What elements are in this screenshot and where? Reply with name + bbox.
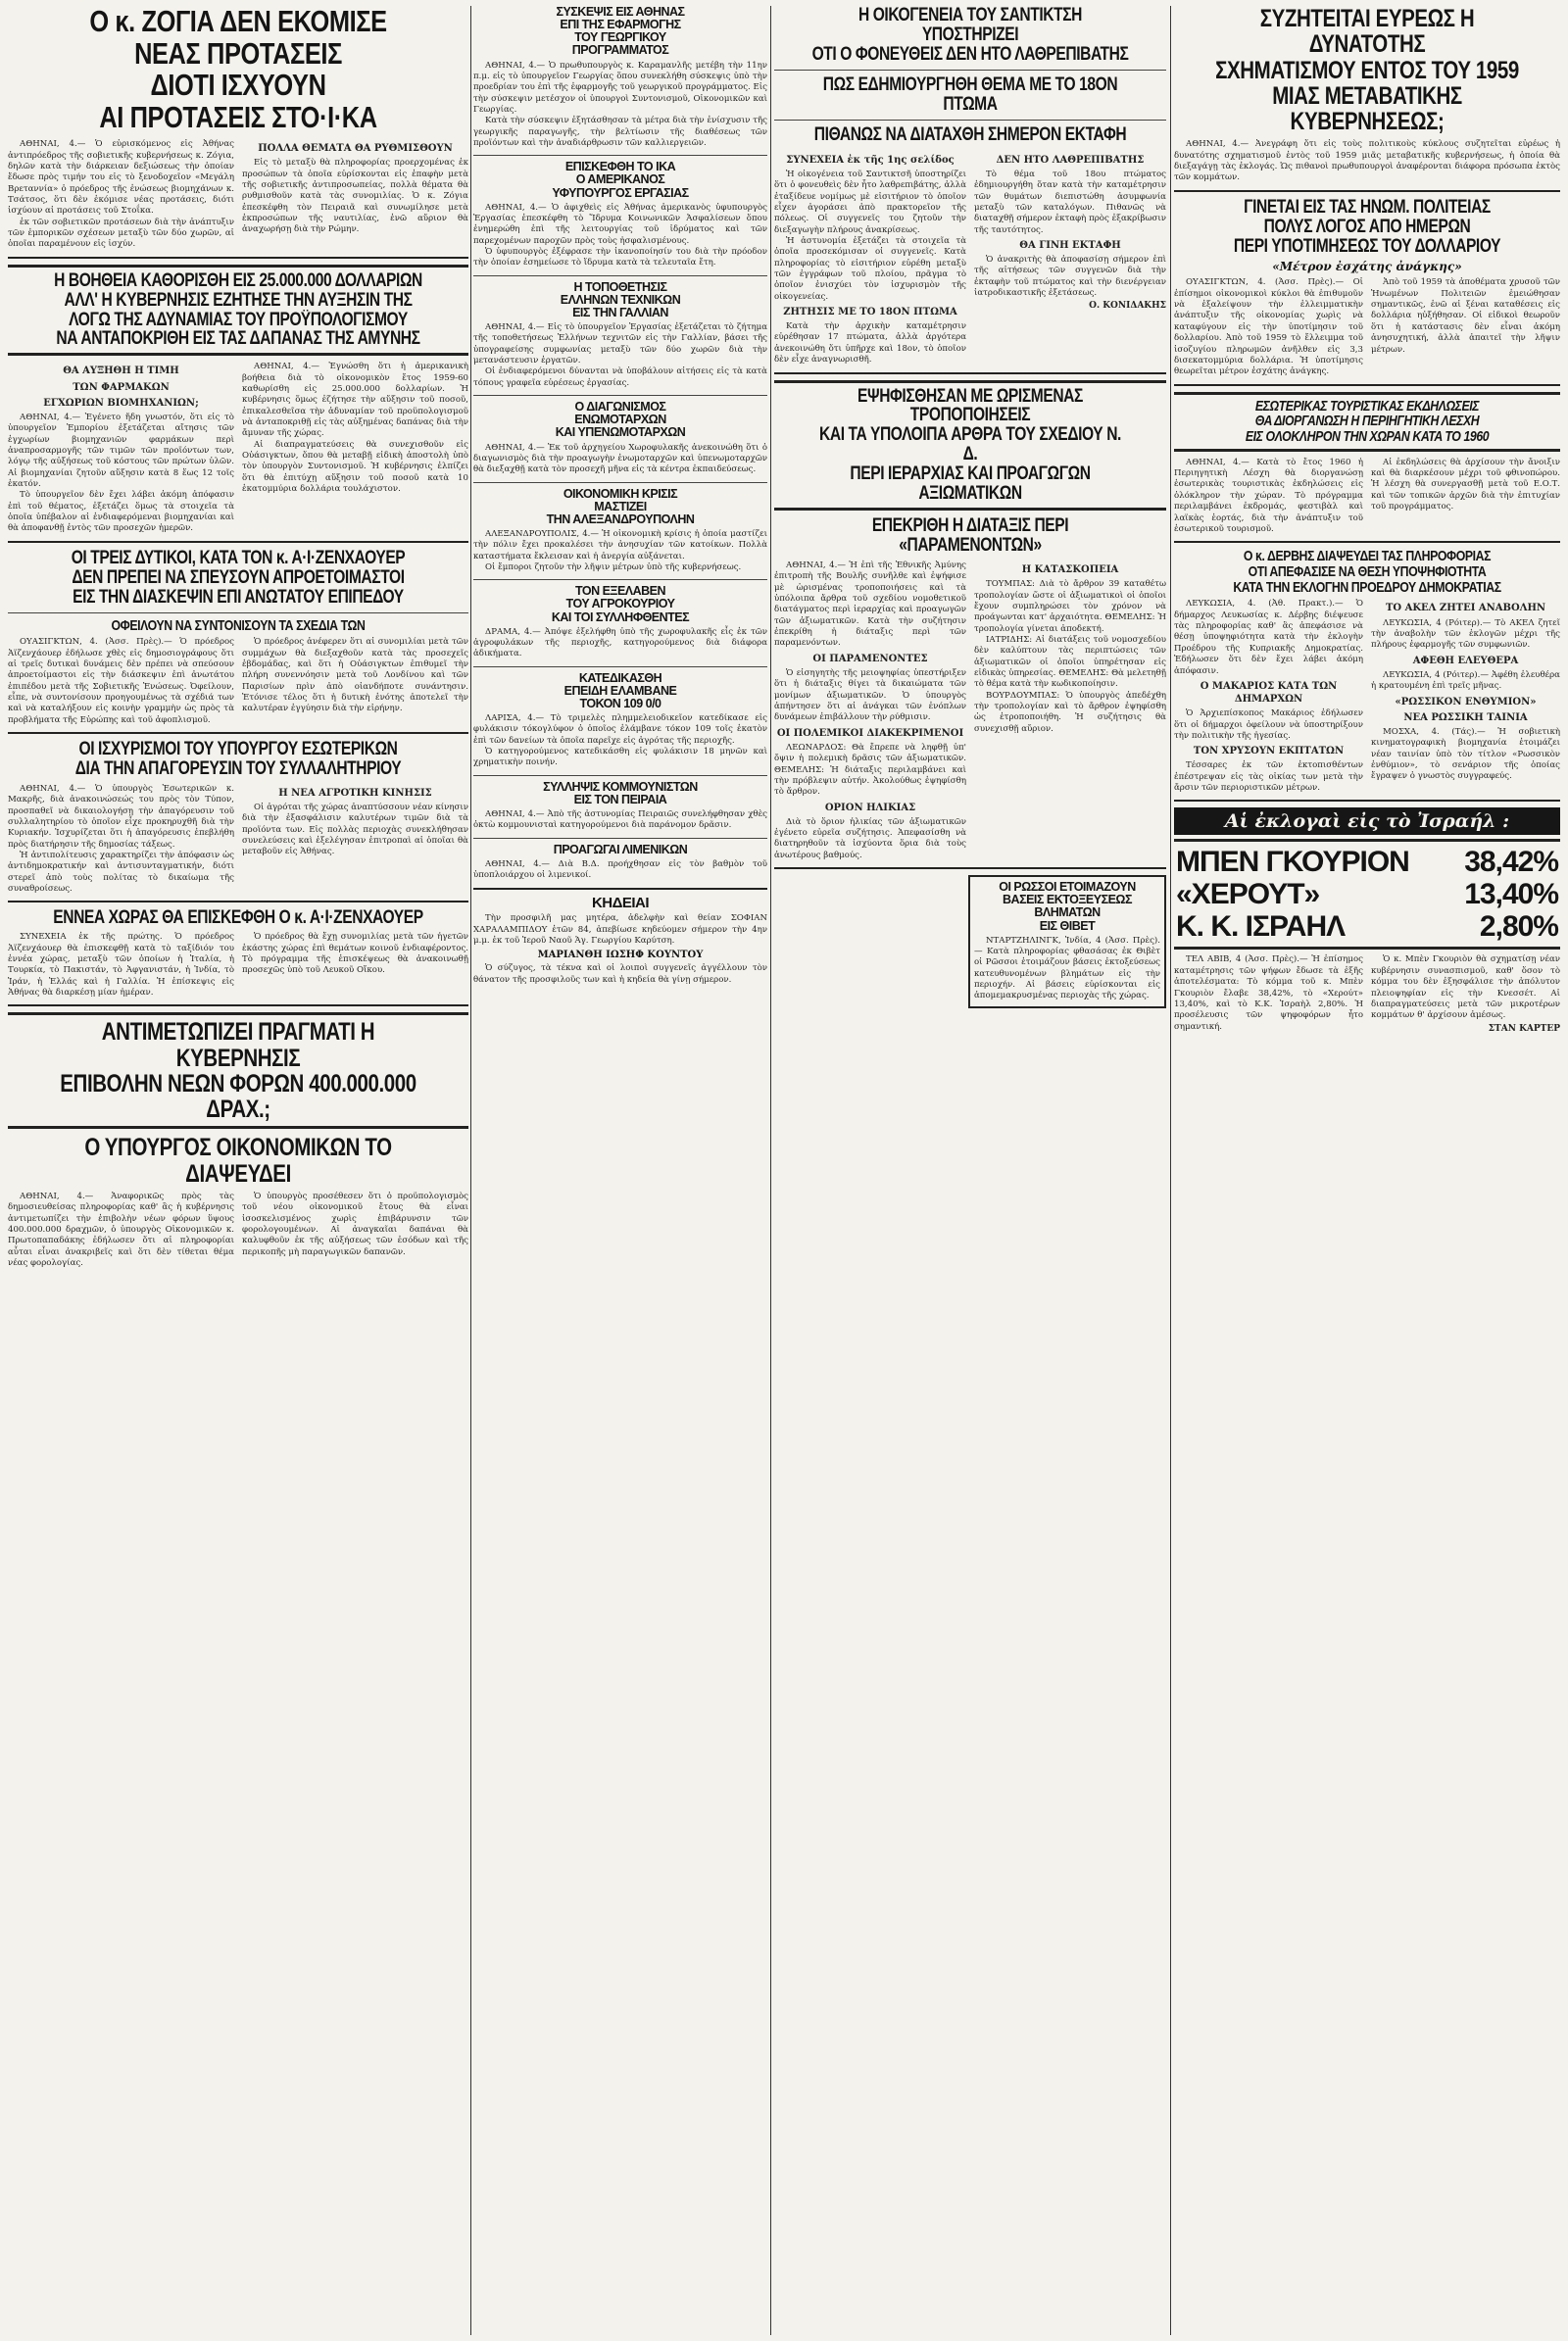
vote-subhead: ΕΠΕΚΡΙΘΗ Η ΔΙΑΤΑΞΙΣ ΠΕΡΙ «ΠΑΡΑΜΕΝΟΝΤΩΝ» <box>871 515 1069 557</box>
farm-body: Οἱ ἀγρόται τῆς χώρας ἀναπτύσσουν νέαν κίνησιν διὰ τὴν ἐξασφάλισιν καλυτέρων τιμῶν διὰ τὰ προϊόντα των. Εἰς πολλὰς περιοχὰς συνεκλήθησαν συνελεύσεις καὶ ἐξελέγησαν ἐπιτροπαὶ αἱ ὁποῖαι θὰ μεταβοῦν εἰς Ἀθήνας. <box>242 803 468 857</box>
court-body: ΛΑΡΙΣΑ, 4.— Τὸ τριμελὲς πλημμελειοδικεῖον κατεδίκασε εἰς φυλάκισιν τόκογλύφον ὁ ὁποῖος ἐλάμβανε τόκον 109 τοῖς ἑκατὸν ἐπὶ τῶν δανείων τὰ ὁποῖα παρεῖχε εἰς ἀγρότας τῆς περιοχῆς. <box>473 713 767 746</box>
units-head-3: ΚΑΙ ΥΠΕΝΩΜΟΤΑΡΧΩΝ <box>555 425 686 440</box>
derbi-headline-2: ΟΤΙ ΑΠΕΦΑΣΙΣΕ ΝΑ ΘΕΣΗ ΥΠΟΨΗΦΙΟΤΗΤΑ <box>1248 562 1487 580</box>
russia-head-1: ΟΙ ΡΩΣΣΟΙ ΕΤΟΙΜΑΖΟΥΝ <box>999 880 1136 895</box>
derbi-sub2: Ο ΜΑΚΑΡΙΟΣ ΚΑΤΑ ΤΩΝ ΔΗΜΑΡΧΩΝ <box>1200 680 1338 706</box>
govt-headline-3: ΜΙΑΣ ΜΕΤΑΒΑΤΙΚΗΣ ΚΥΒΕΡΝΗΣΕΩΣ; <box>1272 81 1462 135</box>
santiktsi-sub2: ΔΕΝ ΗΤΟ ΛΑΘΡΕΠΙΒΑΤΗΣ <box>996 154 1145 166</box>
crisis-head-2: ΜΑΣΤΙΖΕΙ <box>594 499 647 513</box>
vote-headline-2: ΚΑΙ ΤΑ ΥΠΟΛΟΙΠΑ ΑΡΘΡΑ ΤΟΥ ΣΧΕΔΙΟΥ Ν. Δ. <box>819 424 1121 465</box>
meeting-head-3: ΤΟΥ ΓΕΩΡΓΙΚΟΥ <box>574 30 666 45</box>
west-headline-3: ΕΙΣ ΤΗΝ ΔΙΑΣΚΕΨΙΝ ΕΠΙ ΑΝΩΤΑΤΟΥ ΕΠΙΠΕΔΟΥ <box>73 586 404 608</box>
govt-headline-2: ΣΧΗΜΑΤΙΣΜΟΥ ΕΝΤΟΣ ΤΟΥ 1959 <box>1215 56 1519 84</box>
visit-headline: ΕΝΝΕΑ ΧΩΡΑΣ ΘΑ ΕΠΙΣΚΕΦΘΗ Ο κ. Α·Ι·ΖΕΝΧΑΟΥΕΡ <box>53 907 423 929</box>
column-4: ΣΥΖΗΤΕΙΤΑΙ ΕΥΡΕΩΣ Η ΔΥΝΑΤΟΤΗΣ ΣΧΗΜΑΤΙΣΜΟΥ ΕΝΤΟΣ ΤΟΥ 1959 ΜΙΑΣ ΜΕΤΑΒΑΤΙΚΗΣ ΚΥΒΕΡΝΗΣΕΩΣ; ΑΘΗΝΑΙ, 4.— Ἀνεγράφη ὅτι εἰς τοὺς πολιτικοὺς κύκλους συζητεῖται εὐρέως ἡ δυνατότης σχηματισμοῦ ἐντὸς τοῦ 1959 μιᾶς μεταβατικῆς κυβερνήσεως, ἡ ὁποία θὰ διεξαγάγῃ τὰς ἐκλογάς. Ὡς πιθανοὶ πρωθυπουργοὶ ἀναφέρονται διάφορα πρόσωπα ἐκτὸς τῶν κομμάτων. ΓΙΝΕΤΑΙ ΕΙΣ ΤΑΣ ΗΝΩΜ. ΠΟΛΙΤΕΙΑΣ ΠΟΛΥΣ ΛΟΓΟΣ ΑΠΟ ΗΜΕΡΩΝ ΠΕΡΙ ΥΠΟΤΙΜΗΣΕΩΣ ΤΟΥ ΔΟΛΛΑΡΙΟΥ «Μέτρον ἐσχάτης ἀνάγκης» ΟΥΑΣΙΓΚΤΩΝ, 4. (Ἀσσ. Πρὲς).— Οἱ ἐπίσημοι οἰκονομικοὶ κύκλοι θὰ ἐπιθυμοῦν νὰ ἐξαλείψουν τὴν ἐλλειμματικὴν ἀνάπτυξιν τῆς οἰκονομίας χωρὶς νὰ καταφύγουν εἰς τὴν ὑποτίμησιν τοῦ δολλαρίου. Ἀπὸ τοῦ 1959 τὸ ἔλλειμμα τοῦ ἰσοζυγίου πληρωμῶν ἀνῆλθεν εἰς 3,3 δισεκατομμύρια δολλάρια. Ἡ ὑποτίμησις θεωρεῖται μέτρον ἐσχάτης ἀνάγκης. Ἀπὸ τοῦ 1959 τὰ ἀποθέματα χρυσοῦ τῶν Ἡνωμένων Πολιτειῶν ἐμειώθησαν σημαντικῶς, ἐνῶ αἱ ξέναι καταθέσεις εἰς δολλάρια ηὐξήθησαν. Οἱ εἰδικοὶ θεωροῦν ὅτι ἡ κατάστασις δὲν εἶναι ἀκόμη ἀνησυχητική, ἀλλὰ ἀπαιτεῖ τὴν λῆψιν μέτρων. ΕΣΩΤΕΡΙΚΑΣ ΤΟΥΡΙΣΤΙΚΑΣ ΕΚΔΗΛΩΣΕΙΣ ΘΑ ΔΙΟΡΓΑΝΩΣΗ Η ΠΕΡΙΗΓΗΤΙΚΗ ΛΕΣΧΗ ΕΙΣ ΟΛΟΚΛΗΡΟΝ ΤΗΝ ΧΩΡΑΝ ΚΑΤΑ ΤΟ 1960 ΑΘΗΝΑΙ, 4.— Κατὰ τὸ ἔτος 1960 ἡ Περιηγητικὴ Λέσχη θὰ διοργανώσῃ ἐσωτερικὰς τουριστικὰς ἐκδηλώσεις εἰς ὁλόκληρον τὴν χώραν. Τὸ πρόγραμμα περιλαμβάνει ἐκδρομάς, φεστιβὰλ καὶ λαϊκὰς ἑορτάς, διὰ τὴν ἀνάπτυξιν τοῦ ἐσωτερικοῦ τουρισμοῦ. Αἱ ἐκδηλώσεις θὰ ἀρχίσουν τὴν ἄνοιξιν καὶ θὰ διαρκέσουν μέχρι τοῦ φθινοπώρου. Ἡ λέσχη θὰ συνεργασθῇ μετὰ τοῦ Ε.Ο.Τ. καὶ τῶν τοπικῶν ἀρχῶν διὰ τὴν ἐπιτυχίαν τοῦ προγράμματος. Ο κ. ΔΕΡΒΗΣ ΔΙΑΨΕΥΔΕΙ ΤΑΣ ΠΛΗΡΟΦΟΡΙΑΣ ΟΤΙ ΑΠΕΦΑΣΙΣΕ ΝΑ ΘΕΣΗ ΥΠΟΨΗΦΙΟΤΗΤΑ ΚΑΤΑ ΤΗΝ ΕΚΛΟΓΗΝ ΠΡΟΕΔΡΟΥ ΔΗΜΟΚΡΑΤΙΑΣ ΛΕΥΚΩΣΙΑ, 4. (Ἀθ. Πρακτ.).— Ὁ δήμαρχος Λευκωσίας κ. Δέρβης διέψευσε τὰς πληροφορίας καθ' ἃς ἀπεφάσισε νὰ θέσῃ ὑποψηφιότητα κατὰ τὴν ἐκλογὴν Προέδρου τῆς Κυπριακῆς Δημοκρατίας. Ἐδήλωσεν ὅτι δὲν ἔχει λάβει ἀκόμη ἀπόφασιν. Ο ΜΑΚΑΡΙΟΣ ΚΑΤΑ ΤΩΝ ΔΗΜΑΡΧΩΝ Ὁ Ἀρχιεπίσκοπος Μακάριος ἐδήλωσεν ὅτι οἱ δήμαρχοι ὀφείλουν νὰ ὑποστηρίξουν τὴν πολιτικὴν τῆς ἡγεσίας. ΤΟΝ ΧΡΥΣΟΥΝ ΕΚΠΤΑΤΩΝ Τέσσαρες ἐκ τῶν ἐκτοπισθέντων ἐπέστρεψαν εἰς τὰς οἰκίας των μετὰ τὴν ἄρσιν τῶν περιοριστικῶν μέτρων. ΤΟ ΑΚΕΛ ΖΗΤΕΙ ΑΝΑΒΟΛΗΝ ΛΕΥΚΩΣΙΑ, 4 (Ρόιτερ).— Τὸ ΑΚΕΛ ζητεῖ τὴν ἀναβολὴν τῶν ἐκλογῶν μέχρι τῆς πλήρους ἐφαρμογῆς τῶν συμφωνιῶν. ΑΦΕΘΗ ΕΛΕΥΘΕΡΑ ΛΕΥΚΩΣΙΑ, 4 (Ρόιτερ).— Ἀφέθη ἐλευθέρα ἡ κρατουμένη ἐπὶ τρεῖς μῆνας. «ΡΩΣΣΙΚΟΝ ΕΝΘΥΜΙΟΝ» ΝΕΑ ΡΩΣΣΙΚΗ ΤΑΙΝΙΑ ΜΟΣΧΑ, 4. (Τάς).— Ἡ σοβιετικὴ κινηματογραφικὴ βιομηχανία ἐτοιμάζει νέαν ταινίαν ὑπὸ τὸν τίτλον «Ρωσσικὸν ἐνθύμιον», τὸ σενάριον τῆς ὁποίας ἔγραψεν ὁ γνωστὸς συγγραφεύς. Αἱ ἐκλογαὶ εἰς τὸ Ἰσραήλ : ΜΠΕΝ ΓΚΟΥΡΙΟΝ 38,42% «ΧΕΡΟΥΤ» 13,40% Κ. Κ. ΙΣΡΑΗΛ 2,80% ΤΕΛ ΑΒΙΒ, 4 (Ἀσσ. Πρὲς).— Ἡ ἐπίσημος καταμέτρησις τῶν ψήφων ἔδωσε τὰ ἑξῆς ἀποτελέσματα: Τὸ κόμμα τοῦ κ. Μπὲν Γκουριὸν ἔλαβε 38,42%, τὸ «Χερούτ» 13,40%, καὶ τὸ Κ.Κ. Ἰσραὴλ 2,80%. Ἡ προσέλευσις τῶν ψηφοφόρων ἦτο σημαντική. Ὁ κ. Μπὲν Γκουριὸν θὰ σχηματίσῃ νέαν κυβέρνησιν συνασπισμοῦ, καθ' ὅσον τὸ κόμμα του δὲν ἐξησφάλισε τὴν ἀπόλυτον πλειοψηφίαν εἰς τὴν Κνεσσέτ. Αἱ διαπραγματεύσεις μετὰ τῶν μικροτέρων κομμάτων θ' ἀρχίσουν ἀμέσως. ΣΤΑΝ ΚΑΡΤΕΡ <box>1174 6 1560 1034</box>
derbi-body: ΛΕΥΚΩΣΙΑ, 4. (Ἀθ. Πρακτ.).— Ὁ δήμαρχος Λευκωσίας κ. Δέρβης διέψευσε τὰς πληροφορίας καθ' ἃς ἀπεφάσισε νὰ θέσῃ ὑποψηφιότητα κατὰ τὴν ἐκλογὴν Προέδρου τῆς Κυπριακῆς Δημοκρατίας. Ἐδήλωσεν ὅτι δὲν ἔχει λάβει ἀκόμη ἀπόφασιν. <box>1174 599 1363 676</box>
units-head-2: ΕΝΩΜΟΤΑΡΧΩΝ <box>574 413 666 427</box>
santiktsi-body-b: Τὸ θέμα τοῦ 18ου πτώματος ἐδημιουργήθη ὅταν κατὰ τὴν καταμέτρησιν τῶν θυμάτων διεπιστώθη ἀσυμφωνία μεταξὺ τῶν καταλόγων. Πιθανῶς νὰ διαταχθῇ σήμερον ἐκταφὴ πρὸς ἐξακρίβωσιν τῆς ταυτότητος. <box>974 169 1166 235</box>
arrest-head-3: ΚΑΙ ΤΟΙ ΣΥΛΛΗΦΘΕΝΤΕΣ <box>551 610 690 624</box>
election-signature: ΣΤΑΝ ΚΑΡΤΕΡ <box>1488 1023 1560 1034</box>
derbi-headline-3: ΚΑΤΑ ΤΗΝ ΕΚΛΟΓΗΝ ΠΡΟΕΔΡΟΥ ΔΗΜΟΚΡΑΤΙΑΣ <box>1233 578 1501 596</box>
russia-head-2: ΒΑΣΕΙΣ ΕΚΤΟΞΕΥΣΕΩΣ <box>1003 893 1132 907</box>
tax-headline-box <box>8 1012 468 1129</box>
comm-head-1: ΣΥΛΛΗΨΙΣ ΚΟΜΜΟΥΝΙΣΤΩΝ <box>543 779 698 794</box>
election-row <box>1176 846 1558 878</box>
tour-headline-3: ΕΙΣ ΟΛΟΚΛΗΡΟΝ ΤΗΝ ΧΩΡΑΝ ΚΑΤΑ ΤΟ 1960 <box>1245 428 1490 446</box>
vote-headline-3: ΠΕΡΙ ΙΕΡΑΡΧΙΑΣ ΚΑΙ ΠΡΟΑΓΩΓΩΝ ΑΞΙΩΜΑΤΙΚΩΝ <box>850 463 1091 505</box>
funeral-body: Τὴν προσφιλῆ μας μητέρα, ἀδελφὴν καὶ θείαν ΣΟΦΙΑΝ ΧΑΡΑΛΑΜΠΙΔΟΥ ἐτῶν 84, ἀπεβίωσε κηδεύομεν σήμερον τὴν 4ην μ.μ. ἐκ τοῦ Ἱεροῦ Ναοῦ Ἁγ. Γεωργίου Καρύτση. <box>473 913 767 946</box>
vote-body-b: Ὁ εἰσηγητὴς τῆς μειοψηφίας ὑπεστήριξεν ὅτι ἡ διάταξις θίγει τὰ δικαιώματα τῶν μονίμων ἀξιωματικῶν. Ὁ ὑπουργὸς ἀπήντησεν ὅτι αἱ ἀνάγκαι τῶν ἐνόπλων δυνάμεων ἐπιβάλλουν τὴν ρύθμισιν. <box>774 667 966 723</box>
port-body: ΑΘΗΝΑΙ, 4.— Διὰ Β.Δ. προήχθησαν εἰς τὸν βαθμὸν τοῦ ὑποπλοιάρχου οἱ λιμενικοί. <box>473 858 767 881</box>
tour-headline-1: ΕΣΩΤΕΡΙΚΑΣ ΤΟΥΡΙΣΤΙΚΑΣ ΕΚΔΗΛΩΣΕΙΣ <box>1254 397 1480 415</box>
santiktsi-headline-3: ΠΩΣ ΕΔΗΜΙΟΥΡΓΗΘΗ ΘΕΜΑ ΜΕ ΤΟ 18ΟΝ ΠΤΩΜΑ <box>822 73 1118 115</box>
drug-head-1: ΘΑ ΑΥΞΗΘΗ Η ΤΙΜΗ <box>63 366 179 377</box>
election-party-1: ΜΠΕΝ ΓΚΟΥΡΙΟΝ <box>1176 846 1409 879</box>
film-head-2: ΝΕΑ ΡΩΣΣΙΚΗ ΤΑΙΝΙΑ <box>1403 711 1528 723</box>
zogia-article: Ο κ. ΖΟΓΙΑ ΔΕΝ ΕΚΟΜΙΣΕ ΝΕΑΣ ΠΡΟΤΑΣΕΙΣ ΔΙΟΤΙ ΙΣΧΥΟΥΝ ΑΙ ΠΡΟΤΑΣΕΙΣ ΣΤΟ·Ι·ΚΑ ΑΘΗΝΑΙ, 4.— Ὁ εὑρισκόμενος εἰς Ἀθήνας ἀντιπρόεδρος τῆς σοβιετικῆς κυβερνήσεως κ. Ζόγια, δηλῶν κατὰ τὴν διάρκειαν δεξιώσεως τὴν ὁποίαν ἔδωσε πρὸς τιμήν του εἰς τὸ ξενοδοχεῖον «Μεγάλη Βρεταννία» ὁ πρόεδρος τῆς ἐνώσεως βιομηχάνων κ. Τσάτσος, ὅτι δὲν ἐκόμισε νέας προτάσεις, διότι ἰσχύουν αἱ προτάσεις τοῦ Στοΐκα. ἐκ τῶν σοβιετικῶν προτάσεων διὰ τὴν ἀνάπτυξιν τῶν ἐμπορικῶν σχέσεων μεταξὺ τῶν δύο χωρῶν, αἱ ὁποῖαι παραμένουν εἰς ἰσχύν. ΠΟΛΛΑ ΘΕΜΑΤΑ ΘΑ ΡΥΘΜΙΣΘΟΥΝ Εἰς τὸ μεταξὺ θὰ πληροφορίας προερχομένας ἐκ προσώπων τὰ ὁποῖα εὑρίσκονται εἰς ἐπαφὴν μετὰ τῆς σοβιετικῆς ἀντιπροσωπείας, πολλὰ θέματα θὰ ρυθμισθοῦν κατὰ τὰς συνομιλίας. Ὁ κ. Ζόγια ἐπεσκέφθη τὸν Πειραιᾶ καὶ συνωμίλησε μετὰ ἐκπροσώπων τῆς ναυτιλίας, ἐνῶ αὔριον θὰ ἀναχωρήσῃ διὰ τὴν Ρώμην. <box>8 6 468 250</box>
zogia-headline-4: ΑΙ ΠΡΟΤΑΣΕΙΣ ΣΤΟ·Ι·ΚΑ <box>99 99 377 134</box>
government-article <box>1174 6 1560 184</box>
vote-minor4: ΟΙ ΠΟΛΕΜΙΚΟΙ ΔΙΑΚΕΚΡΙΜΕΝΟΙ <box>776 727 964 739</box>
election-row <box>1176 910 1558 943</box>
derbi-sub3: ΑΦΕΘΗ ΕΛΕΥΘΕΡΑ <box>1412 655 1519 666</box>
court-head-2: ΕΠΕΙΔΗ ΕΛΑΜΒΑΝΕ <box>564 683 677 698</box>
funeral2-body: Ὁ σύζυγος, τὰ τέκνα καὶ οἱ λοιποὶ συγγενεῖς ἀγγέλλουν τὸν θάνατον τῆς προσφιλοῦς των καὶ ἡ κηδεία θὰ γίνῃ σήμερον. <box>473 963 767 985</box>
interior-body: ΑΘΗΝΑΙ, 4.— Ὁ ὑπουργὸς Ἐσωτερικῶν κ. Μακρῆς, διὰ ἀνακοινώσεώς του πρὸς τὸν Τύπον, προσπαθεῖ νὰ δικαιολογήσῃ τὴν ἀπαγόρευσιν τοῦ συλλαλητηρίου τὸ ὁποῖον εἶχε προκηρυχθῆ διὰ τὴν Κυριακήν. Ἰσχυρίζεται ὅτι ἡ ἀπαγόρευσις ἐπεβλήθη πρὸς διατήρησιν τῆς δημοσίας τάξεως. <box>8 783 234 850</box>
units-body: ΑΘΗΝΑΙ, 4.— Ἐκ τοῦ ἀρχηγείου Χωροφυλακῆς ἀνεκοινώθη ὅτι ὁ διαγωνισμὸς διὰ τὴν προαγωγὴν ἐνωμοταρχῶν καὶ ὑπενωμοταρχῶν θὰ διεξαχθῇ κατὰ τὸν προσεχῆ μῆνα εἰς τὰ κέντρα ἐκπαιδεύσεως. <box>473 442 767 475</box>
film-body: ΜΟΣΧΑ, 4. (Τάς).— Ἡ σοβιετικὴ κινηματογραφικὴ βιομηχανία ἐτοιμάζει νέαν ταινίαν ὑπὸ τὸν τίτλον «Ρωσσικὸν ἐνθύμιον», τὸ σενάριον τῆς ὁποίας ἔγραψεν ὁ γνωστὸς συγγραφεύς. <box>1371 726 1560 782</box>
drug-head-3: ΕΓΧΩΡΙΩΝ ΒΙΟΜΗΧΑΝΙΩΝ; <box>43 397 199 409</box>
tech-body: ΑΘΗΝΑΙ, 4.— Εἰς τὸ ὑπουργεῖον Ἐργασίας ἐξετάζεται τὸ ζήτημα τῆς τοποθετήσεως Ἑλλήνων τεχνιτῶν εἰς τὴν Γαλλίαν, βάσει τῆς ὑπογραφείσης συμφωνίας μεταξὺ τῶν δύο χωρῶν διὰ τὴν μετανάστευσιν ἐργατῶν. <box>473 322 767 366</box>
zogia-body-b: Εἰς τὸ μεταξὺ θὰ πληροφορίας προερχομένας ἐκ προσώπων τὰ ὁποῖα εὑρίσκονται εἰς ἐπαφὴν μετὰ τῆς σοβιετικῆς ἀντιπροσωπείας, πολλὰ θέματα θὰ ρυθμισθοῦν κατὰ τὰς συνομιλίας. Ὁ κ. Ζόγια ἐπεσκέφθη τὸν Πειραιᾶ καὶ συνωμίλησε μετὰ ἐκπροσώπων τῆς ναυτιλίας, ἐνῶ αὔριον θὰ ἀναχωρήσῃ διὰ τὴν Ρώμην. <box>242 158 468 235</box>
govt-headline-1: ΣΥΖΗΤΕΙΤΑΙ ΕΥΡΕΩΣ Η ΔΥΝΑΤΟΤΗΣ <box>1259 6 1475 59</box>
santiktsi-headline-2: ΟΤΙ Ο ΦΟΝΕΥΘΕΙΣ ΔΕΝ ΗΤΟ ΛΑΘΡΕΠΙΒΑΤΗΣ <box>811 43 1129 65</box>
santiktsi-body-a: Ἡ οἰκογένεια τοῦ Σαντικτσῆ ὑποστηρίζει ὅτι ὁ φονευθεὶς δὲν ἦτο λαθρεπιβάτης, ἀλλὰ ἐταξίδευε νομίμως μὲ εἰσιτήριον τὸ ὁποῖον εἶχεν ἀγοράσει ἀπὸ πρακτορεῖον τῆς πόλεως. Οἱ συγγενεῖς του ζητοῦν τὴν διεξαγωγὴν πλήρους ἀνακρίσεως. <box>774 169 966 235</box>
israel-election: Αἱ ἐκλογαὶ εἰς τὸ Ἰσραήλ : ΜΠΕΝ ΓΚΟΥΡΙΟΝ 38,42% «ΧΕΡΟΥΤ» 13,40% Κ. Κ. ΙΣΡΑΗΛ 2,80% ΤΕΛ ΑΒΙΒ, 4 (Ἀσσ. Πρὲς).— Ἡ ἐπίσημος καταμέτρησις τῶν ψήφων ἔδωσε τὰ ἑξῆς ἀποτελέσματα: Τὸ κόμμα τοῦ κ. Μπὲν Γκουριὸν ἔλαβε 38,42%, τὸ «Χερούτ» 13,40%, καὶ τὸ Κ.Κ. Ἰσραὴλ 2,80%. Ἡ προσέλευσις τῶν ψηφοφόρων ἦτο σημαντική. Ὁ κ. Μπὲν Γκουριὸν θὰ σχηματίσῃ νέαν κυβέρνησιν συνασπισμοῦ, καθ' ὅσον τὸ κόμμα του δὲν ἐξησφάλισε τὴν ἀπόλυτον πλειοψηφίαν εἰς τὴν Κνεσσέτ. Αἱ διαπραγματεύσεις μετὰ τῶν μικροτέρων κομμάτων θ' ἀρχίσουν ἀμέσως. ΣΤΑΝ ΚΑΡΤΕΡ <box>1174 807 1560 1035</box>
santiktsi-sub1: ΖΗΤΗΣΙΣ ΜΕ ΤΟ 18ΟΝ ΠΤΩΜΑ <box>783 306 957 317</box>
west-headline-2: ΔΕΝ ΠΡΕΠΕΙ ΝΑ ΣΠΕΥΣΟΥΝ ΑΠΡΟΕΤΟΙΜΑΣΤΟΙ <box>72 566 405 588</box>
tour-headline-2: ΘΑ ΔΙΟΡΓΑΝΩΣΗ Η ΠΕΡΙΗΓΗΤΙΚΗ ΛΕΣΧΗ <box>1254 413 1480 430</box>
zogia-subhead: ΠΟΛΛΑ ΘΕΜΑΤΑ ΘΑ ΡΥΘΜΙΣΘΟΥΝ <box>258 143 453 155</box>
election-pct-1: 38,42% <box>1464 846 1558 879</box>
vote-headline-1: ΕΨΗΦΙΣΘΗΣΑΝ ΜΕ ΩΡΙΣΜΕΝΑΣ ΤΡΟΠΟΠΟΙΗΣΕΙΣ <box>858 385 1083 426</box>
aid-headline-3: ΛΟΓΩ ΤΗΣ ΑΔΥΝΑΜΙΑΣ ΤΟΥ ΠΡΟΫΠΟΛΟΓΙΣΜΟΥ <box>69 309 408 330</box>
dollar-headline-1: ΓΙΝΕΤΑΙ ΕΙΣ ΤΑΣ ΗΝΩΜ. ΠΟΛΙΤΕΙΑΣ <box>1244 196 1491 218</box>
column-1: Ο κ. ΖΟΓΙΑ ΔΕΝ ΕΚΟΜΙΣΕ ΝΕΑΣ ΠΡΟΤΑΣΕΙΣ ΔΙΟΤΙ ΙΣΧΥΟΥΝ ΑΙ ΠΡΟΤΑΣΕΙΣ ΣΤΟ·Ι·ΚΑ ΑΘΗΝΑΙ, 4.— Ὁ εὑρισκόμενος εἰς Ἀθήνας ἀντιπρόεδρος τῆς σοβιετικῆς κυβερνήσεως κ. Ζόγια, δηλῶν κατὰ τὴν διάρκειαν δεξιώσεως τὴν ὁποίαν ἔδωσε πρὸς τιμήν του εἰς τὸ ξενοδοχεῖον «Μεγάλη Βρεταννία» ὁ πρόεδρος τῆς ἐνώσεως βιομηχάνων κ. Τσάτσος, ὅτι δὲν ἐκόμισε νέας προτάσεις, διότι ἰσχύουν αἱ προτάσεις τοῦ Στοΐκα. ἐκ τῶν σοβιετικῶν προτάσεων διὰ τὴν ἀνάπτυξιν τῶν ἐμπορικῶν σχέσεων μεταξὺ τῶν δύο χωρῶν, αἱ ὁποῖαι παραμένουν εἰς ἰσχύν. ΠΟΛΛΑ ΘΕΜΑΤΑ ΘΑ ΡΥΘΜΙΣΘΟΥΝ Εἰς τὸ μεταξὺ θὰ πληροφορίας προερχομένας ἐκ προσώπων τὰ ὁποῖα εὑρίσκονται εἰς ἐπαφὴν μετὰ τῆς σοβιετικῆς ἀντιπροσωπείας, πολλὰ θέματα θὰ ρυθμισθοῦν κατὰ τὰς συνομιλίας. Ὁ κ. Ζόγια ἐπεσκέφθη τὸν Πειραιᾶ καὶ συνωμίλησε μετὰ ἐκπροσώπων τῆς ναυτιλίας, ἐνῶ αὔριον θὰ ἀναχωρήσῃ διὰ τὴν Ρώμην. Η ΒΟΗΘΕΙΑ ΚΑΘΟΡΙΣΘΗ ΕΙΣ 25.000.000 ΔΟΛΛΑΡΙΩΝ ΑΛΛ' Η ΚΥΒΕΡΝΗΣΙΣ ΕΖΗΤΗΣΕ ΤΗΝ ΑΥΞΗΣΙΝ ΤΗΣ ΛΟΓΩ ΤΗΣ ΑΔΥΝΑΜΙΑΣ ΤΟΥ ΠΡΟΫΠΟΛΟΓΙΣΜΟΥ ΝΑ ΑΝΤΑΠΟΚΡΙΘΗ ΕΙΣ ΤΑΣ ΔΑΠΑΝΑΣ ΤΗΣ ΑΜΥΝΗΣ ΘΑ ΑΥΞΗΘΗ Η ΤΙΜΗ ΤΩΝ ΦΑΡΜΑΚΩΝ ΕΓΧΩΡΙΩΝ ΒΙΟΜΗΧΑΝΙΩΝ; ΑΘΗΝΑΙ, 4.— Ἐγένετο ἤδη γνωστόν, ὅτι εἰς τὸ ὑπουργεῖον Ἐμπορίου ἐξετάζεται αἴτησις τῶν ἐγχωρίων βιομηχανιῶν φαρμάκων περὶ ἀναπροσαρμογῆς τῶν τιμῶν τῶν προϊόντων των, λόγῳ τῆς αὐξήσεως τοῦ κόστους τῶν πρώτων ὑλῶν. Αἱ βιομηχανίαι ζητοῦν αὔξησιν κατὰ 8 ἕως 12 τοῖς ἑκατόν. Τὸ ὑπουργεῖον δὲν ἔχει λάβει ἀκόμη ἀπόφασιν ἐπὶ τοῦ θέματος, ἐξετάζει ὅμως τὰ στοιχεῖα τὰ ὁποῖα ὑπέβαλον αἱ ἐνδιαφερόμεναι βιομηχανίαι καὶ θὰ ἀποφανθῇ ἐντὸς τῶν προσεχῶν ἡμερῶν. ΑΘΗΝΑΙ, 4.— Ἐγνώσθη ὅτι ἡ ἀμερικανικὴ βοήθεια διὰ τὸ οἰκονομικὸν ἔτος 1959-60 καθωρίσθη εἰς 25.000.000 δολλαρίων. Ἡ κυβέρνησις ὅμως ἐζήτησε τὴν αὔξησιν τοῦ ποσοῦ, ἐπικαλεσθεῖσα τὴν ἀδυναμίαν τοῦ προϋπολογισμοῦ νὰ ἀνταποκριθῇ εἰς τὰς αὐξημένας δαπάνας διὰ τὴν ἄμυναν τῆς χώρας. Αἱ διαπραγματεύσεις θὰ συνεχισθοῦν εἰς Οὐάσιγκτων, ὅπου θὰ μεταβῇ εἰδικὴ ἀποστολὴ ὑπὸ τὸν ὑπουργὸν Συντονισμοῦ. Ἡ κυβέρνησις ἐλπίζει ὅτι θὰ ἐπιτύχῃ αὔξησιν τοῦ ποσοῦ κατὰ 10 ἑκατομμύρια δολλάρια τουλάχιστον. ΟΙ ΤΡΕΙΣ ΔΥΤΙΚΟΙ, ΚΑΤΑ ΤΟΝ κ. Α·Ι·ΖΕΝΧΑΟΥΕΡ ΔΕΝ ΠΡΕΠΕΙ ΝΑ ΣΠΕΥΣΟΥΝ ΑΠΡΟΕΤΟΙΜΑΣΤΟΙ ΕΙΣ ΤΗΝ ΔΙΑΣΚΕΨΙΝ ΕΠΙ ΑΝΩΤΑΤΟΥ ΕΠΙΠΕΔΟΥ ΟΦΕΙΛΟΥΝ ΝΑ ΣΥΝΤΟΝΙΣΟΥΝ ΤΑ ΣΧΕΔΙΑ ΤΩΝ ΟΥΑΣΙΓΚΤΩΝ, 4. (Ἀσσ. Πρὲς).— Ὁ πρόεδρος Ἀϊζενχάουερ ἐδήλωσε χθὲς εἰς δημοσιογράφους ὅτι αἱ τρεῖς δυτικαὶ δυνάμεις δὲν πρέπει νὰ σπεύσουν ἀπροετοίμαστοι εἰς τὴν διάσκεψιν ἐπὶ ἀνωτάτου ἐπιπέδου μετὰ τῆς Σοβιετικῆς Ἑνώσεως. Ὀφείλουν, εἶπε, νὰ συντονίσουν προηγουμένως τὰ σχέδιά των καὶ νὰ καταλήξουν εἰς κοινὴν γραμμὴν ὡς πρὸς τὰ προβλήματα τῆς Εὐρώπης καὶ τοῦ ἀφοπλισμοῦ. Ὁ πρόεδρος ἀνέφερεν ὅτι αἱ συνομιλίαι μετὰ τῶν συμμάχων θὰ διεξαχθοῦν κατὰ τὰς προσεχεῖς ἑβδομάδας, καὶ ὅτι ἡ Οὐάσιγκτων ἐπιθυμεῖ τὴν πλήρη συνεννόησιν μετὰ τοῦ Λονδίνου καὶ τῶν Παρισίων πρὶν ἀπὸ οἱανδήποτε συνάντησιν. Ἐτόνισε τέλος ὅτι ἡ δυτικὴ ἑνότης ἀποτελεῖ τὴν καλυτέραν ἐγγύησιν διὰ τὴν εἰρήνην. ΟΙ ΙΣΧΥΡΙΣΜΟΙ ΤΟΥ ΥΠΟΥΡΓΟΥ ΕΣΩΤΕΡΙΚΩΝ ΔΙΑ ΤΗΝ ΑΠΑΓΟΡΕΥΣΙΝ ΤΟΥ ΣΥΛΛΑΛΗΤΗΡΙΟΥ ΑΘΗΝΑΙ, 4.— Ὁ ὑπουργὸς Ἐσωτερικῶν κ. Μακρῆς, διὰ ἀνακοινώσεώς του πρὸς τὸν Τύπον, προσπαθεῖ νὰ δικαιολογήσῃ τὴν ἀπαγόρευσιν τοῦ συλλαλητηρίου τὸ ὁποῖον εἶχε προκηρυχθῆ διὰ τὴν Κυριακήν. Ἰσχυρίζεται ὅτι ἡ ἀπαγόρευσις ἐπεβλήθη πρὸς διατήρησιν τῆς δημοσίας τάξεως. Ἡ ἀντιπολίτευσις χαρακτηρίζει τὴν ἀπόφασιν ὡς ἀντιδημοκρατικήν καὶ ἀντισυνταγματικήν, διότι στερεῖ ἀπὸ τοὺς πολίτας τὸ δικαίωμα τῆς συναθροίσεως. Η ΝΕΑ ΑΓΡΟΤΙΚΗ ΚΙΝΗΣΙΣ Οἱ ἀγρόται τῆς χώρας ἀναπτύσσουν νέαν κίνησιν διὰ τὴν ἐξασφάλισιν καλυτέρων τιμῶν διὰ τὰ προϊόντα των. Εἰς πολλὰς περιοχὰς συνεκλήθησαν συνελεύσεις καὶ ἐξελέγησαν ἐπιτροπαὶ αἱ ὁποῖαι θὰ μεταβοῦν εἰς Ἀθήνας. ΕΝΝΕΑ ΧΩΡΑΣ ΘΑ ΕΠΙΣΚΕΦΘΗ Ο κ. Α·Ι·ΖΕΝΧΑΟΥΕΡ ΣΥΝΕΧΕΙΑ ἐκ τῆς πρώτης. Ὁ πρόεδρος Ἀϊζενχάουερ θὰ ἐπισκεφθῇ κατὰ τὸ ταξίδιόν του ἐννέα χώρας, μεταξὺ τῶν ὁποίων ἡ Ἰταλία, ἡ Τουρκία, τὸ Πακιστάν, τὸ Ἀφγανιστάν, ἡ Ἰνδία, τὸ Ἰράν, ἡ Ἑλλάς καὶ ἡ Γαλλία. Ἡ ἐπίσκεψις εἰς Ἀθήνας θὰ διαρκέσῃ μίαν ἡμέραν. Ὁ πρόεδρος θὰ ἔχῃ συνομιλίας μετὰ τῶν ἡγετῶν ἑκάστης χώρας ἐπὶ θεμάτων κοινοῦ ἐνδιαφέροντος. Τὸ πρόγραμμα τῆς ἐπισκέψεως θὰ ἀνακοινωθῇ προσεχῶς ὑπὸ τοῦ Λευκοῦ Οἴκου. ΑΝΤΙΜΕΤΩΠΙΖΕΙ ΠΡΑΓΜΑΤΙ Η ΚΥΒΕΡΝΗΣΙΣ ΕΠΙΒΟΛΗΝ ΝΕΩΝ ΦΟΡΩΝ 400.000.000 ΔΡΑΧ.; Ο ΥΠΟΥΡΓΟΣ ΟΙΚΟΝΟΜΙΚΩΝ ΤΟ ΔΙΑΨΕΥΔΕΙ ΑΘΗΝΑΙ, 4.— Ἀναφορικῶς πρὸς τὰς δημοσιευθείσας πληροφορίας καθ' ἃς ἡ κυβέρνησις ἀντιμετωπίζει τὴν ἐπιβολὴν νέων φόρων ὕψους 400.000.000 δραχμῶν, ὁ ὑπουργὸς Οἰκονομικῶν κ. Πρωτοπαπαδάκης ἐδήλωσεν ὅτι αἱ πληροφορίαι αὗται εἶναι ἀνακριβεῖς καὶ ὅτι δὲν τίθεται θέμα νέας φορολογίας. Ὁ ὑπουργὸς προσέθεσεν ὅτι ὁ προϋπολογισμὸς τοῦ νέου οἰκονομικοῦ ἔτους θὰ εἶναι ἰσοσκελισμένος χωρὶς ἐπιβάρυνσιν τῶν φορολογουμένων. Αἱ ἀναγκαῖαι δαπάναι θὰ καλυφθοῦν ἐκ τῆς αὐξήσεως τῶν ἐσόδων καὶ τῆς περικοπῆς μὴ παραγωγικῶν δαπανῶν. <box>8 6 468 1268</box>
election-body: ΤΕΛ ΑΒΙΒ, 4 (Ἀσσ. Πρὲς).— Ἡ ἐπίσημος καταμέτρησις τῶν ψήφων ἔδωσε τὰ ἑξῆς ἀποτελέσματα: Τὸ κόμμα τοῦ κ. Μπὲν Γκουριὸν ἔλαβε 38,42%, τὸ «Χερούτ» 13,40%, καὶ τὸ Κ.Κ. Ἰσραὴλ 2,80%. Ἡ προσέλευσις τῶν ψηφοφόρων ἦτο σημαντική. <box>1174 954 1363 1032</box>
column-2: ΣΥΣΚΕΨΙΣ ΕΙΣ ΑΘΗΝΑΣ ΕΠΙ ΤΗΣ ΕΦΑΡΜΟΓΗΣ ΤΟΥ ΓΕΩΡΓΙΚΟΥ ΠΡΟΓΡΑΜΜΑΤΟΣ ΑΘΗΝΑΙ, 4.— Ὁ πρωθυπουργὸς κ. Καραμανλῆς μετέβη τὴν 11ην π.μ. εἰς τὸ ὑπουργεῖον Γεωργίας ὅπου συνεκλήθη σύσκεψις ὑπὸ τὴν προεδρίαν του ἐπὶ τῆς ἐφαρμογῆς τοῦ γεωργικοῦ προγράμματος. Εἰς τὴν σύσκεψιν μετέσχον οἱ ὑπουργοὶ Συντονισμοῦ, Οἰκονομικῶν καὶ Γεωργίας. Κατὰ τὴν σύσκεψιν ἐξητάσθησαν τὰ μέτρα διὰ τὴν ἐνίσχυσιν τῆς γεωργικῆς παραγωγῆς, τὴν βελτίωσιν τῆς διαθέσεως τῶν προϊόντων καὶ τὴν ἀναδιάρθρωσιν τῶν καλλιεργειῶν. ΕΠΙΣΚΕΦΘΗ ΤΟ ΙΚΑ Ο ΑΜΕΡΙΚΑΝΟΣ ΥΦΥΠΟΥΡΓΟΣ ΕΡΓΑΣΙΑΣ ΑΘΗΝΑΙ, 4.— Ὁ ἀφιχθεὶς εἰς Ἀθήνας ἀμερικανὸς ὑφυπουργὸς Ἐργασίας ἐπεσκέφθη τὸ Ἵδρυμα Κοινωνικῶν Ἀσφαλίσεων ὅπου ἐνημερώθη ἐπὶ τῆς λειτουργίας τοῦ ἱδρύματος καὶ τῶν παρεχομένων παροχῶν πρὸς τοὺς ἠσφαλισμένους. Ὁ ὑφυπουργὸς ἐξέφρασε τὴν ἱκανοποίησίν του διὰ τὴν πρόοδον τὴν ὁποίαν ἐσημείωσε τὸ ἵδρυμα κατὰ τὰ τελευταῖα ἔτη. Η ΤΟΠΟΘΕΤΗΣΙΣ ΕΛΛΗΝΩΝ ΤΕΧΝΙΚΩΝ ΕΙΣ ΤΗΝ ΓΑΛΛΙΑΝ ΑΘΗΝΑΙ, 4.— Εἰς τὸ ὑπουργεῖον Ἐργασίας ἐξετάζεται τὸ ζήτημα τῆς τοποθετήσεως Ἑλλήνων τεχνιτῶν εἰς τὴν Γαλλίαν, βάσει τῆς ὑπογραφείσης συμφωνίας μεταξὺ τῶν δύο χωρῶν διὰ τὴν μετανάστευσιν ἐργατῶν. Οἱ ἐνδιαφερόμενοι δύνανται νὰ ὑποβάλουν αἰτήσεις εἰς τὰ κατὰ τόπους γραφεῖα εὑρέσεως ἐργασίας. Ο ΔΙΑΓΩΝΙΣΜΟΣ ΕΝΩΜΟΤΑΡΧΩΝ ΚΑΙ ΥΠΕΝΩΜΟΤΑΡΧΩΝ ΑΘΗΝΑΙ, 4.— Ἐκ τοῦ ἀρχηγείου Χωροφυλακῆς ἀνεκοινώθη ὅτι ὁ διαγωνισμὸς διὰ τὴν προαγωγὴν ἐνωμοταρχῶν καὶ ὑπενωμοταρχῶν θὰ διεξαχθῇ κατὰ τὸν προσεχῆ μῆνα εἰς τὰ κέντρα ἐκπαιδεύσεως. ΟΙΚΟΝΟΜΙΚΗ ΚΡΙΣΙΣ ΜΑΣΤΙΖΕΙ ΤΗΝ ΑΛΕΞΑΝΔΡΟΥΠΟΛΗΝ ΑΛΕΞΑΝΔΡΟΥΠΟΛΙΣ, 4.— Ἡ οἰκονομικὴ κρίσις ἡ ὁποία μαστίζει τὴν πόλιν ἔχει προκαλέσει τὴν ἀνησυχίαν τῶν κατοίκων. Πολλὰ καταστήματα ἔκλεισαν καὶ ἡ ἀνεργία αὐξάνεται. Οἱ ἔμποροι ζητοῦν τὴν λῆψιν μέτρων ὑπὸ τῆς κυβερνήσεως. ΤΟΝ ΕΞΕΛΑΒΕΝ ΤΟΥ ΑΓΡΟΚΟΥΡΙΟΥ ΚΑΙ ΤΟΙ ΣΥΛΛΗΦΘΕΝΤΕΣ ΔΡΑΜΑ, 4.— Ἀπόψε ἐξελήφθη ὑπὸ τῆς χωροφυλακῆς εἷς ἐκ τῶν ἀγροφυλάκων τῆς περιοχῆς, κατηγορούμενος διὰ διάφορα ἀδικήματα. ΚΑΤΕΔΙΚΑΣΘΗ ΕΠΕΙΔΗ ΕΛΑΜΒΑΝΕ ΤΟΚΟΝ 109 0/0 ΛΑΡΙΣΑ, 4.— Τὸ τριμελὲς πλημμελειοδικεῖον κατεδίκασε εἰς φυλάκισιν τόκογλύφον ὁ ὁποῖος ἐλάμβανε τόκον 109 τοῖς ἑκατὸν ἐπὶ τῶν δανείων τὰ ὁποῖα παρεῖχε εἰς ἀγρότας τῆς περιοχῆς. Ὁ κατηγορούμενος κατεδικάσθη εἰς φυλάκισιν 18 μηνῶν καὶ χρηματικὴν ποινήν. ΣΥΛΛΗΨΙΣ ΚΟΜΜΟΥΝΙΣΤΩΝ ΕΙΣ ΤΟΝ ΠΕΙΡΑΙΑ ΑΘΗΝΑΙ, 4.— Ἀπὸ τῆς ἀστυνομίας Πειραιῶς συνελήφθησαν χθὲς ὀκτὼ κομμουνισταὶ κατηγορούμενοι διὰ παράνομον δρᾶσιν. ΠΡΟΑΓΩΓΑΙ ΛΙΜΕΝΙΚΩΝ ΑΘΗΝΑΙ, 4.— Διὰ Β.Δ. προήχθησαν εἰς τὸν βαθμὸν τοῦ ὑποπλοιάρχου οἱ λιμενικοί. ΚΗΔΕΙΑΙ Τὴν προσφιλῆ μας μητέρα, ἀδελφὴν καὶ θείαν ΣΟΦΙΑΝ ΧΑΡΑΛΑΜΠΙΔΟΥ ἐτῶν 84, ἀπεβίωσε κηδεύομεν σήμερον τὴν 4ην μ.μ. ἐκ τοῦ Ἱεροῦ Ναοῦ Ἁγ. Γεωργίου Καρύτση. ΜΑΡΙΑΝΘΗ ΙΩΣΗΦ ΚΟΥΝΤΟΥ Ὁ σύζυγος, τὰ τέκνα καὶ οἱ λοιποὶ συγγενεῖς ἀγγέλλουν τὸν θάνατον τῆς προσφιλοῦς των καὶ ἡ κηδεία θὰ γίνῃ σήμερον. <box>473 6 767 985</box>
tech-head-2: ΕΛΛΗΝΩΝ ΤΕΧΝΙΚΩΝ <box>560 292 681 307</box>
tax-headline-1: ΑΝΤΙΜΕΤΩΠΙΖΕΙ ΠΡΑΓΜΑΤΙ Η ΚΥΒΕΡΝΗΣΙΣ <box>101 1018 375 1072</box>
ika-head-3: ΥΦΥΠΟΥΡΓΟΣ ΕΡΓΑΣΙΑΣ <box>552 185 689 200</box>
aid-headline-4: ΝΑ ΑΝΤΑΠΟΚΡΙΘΗ ΕΙΣ ΤΑΣ ΔΑΠΑΝΑΣ ΤΗΣ ΑΜΥΝΗΣ <box>56 328 420 350</box>
funeral2-head: ΜΑΡΙΑΝΘΗ ΙΩΣΗΦ ΚΟΥΝΤΟΥ <box>537 950 704 961</box>
tax-body: ΑΘΗΝΑΙ, 4.— Ἀναφορικῶς πρὸς τὰς δημοσιευθείσας πληροφορίας καθ' ἃς ἡ κυβέρνησις ἀντιμετωπίζει τὴν ἐπιβολὴν νέων φόρων ὕψους 400.000.000 δραχμῶν, ὁ ὑπουργὸς Οἰκονομικῶν κ. Πρωτοπαπαδάκης ἐδήλωσεν ὅτι αἱ πληροφορίαι αὗται εἶναι ἀνακριβεῖς καὶ ὅτι δὲν τίθεται θέμα νέας φορολογίας. <box>8 1191 234 1268</box>
crisis-body: ΑΛΕΞΑΝΔΡΟΥΠΟΛΙΣ, 4.— Ἡ οἰκονομικὴ κρίσις ἡ ὁποία μαστίζει τὴν πόλιν ἔχει προκαλέσει τὴν ἀνησυχίαν τῶν κατοίκων. Πολλὰ καταστήματα ἔκλεισαν καὶ ἡ ἀνεργία αὐξάνεται. <box>473 528 767 561</box>
west-headline-1: ΟΙ ΤΡΕΙΣ ΔΥΤΙΚΟΙ, ΚΑΤΑ ΤΟΝ κ. Α·Ι·ΖΕΝΧΑΟΥΕΡ <box>71 547 406 568</box>
vote-minor1: ΟΙ ΠΑΡΑΜΕΝΟΝΤΕΣ <box>812 653 928 664</box>
interior-article: ΟΙ ΙΣΧΥΡΙΣΜΟΙ ΤΟΥ ΥΠΟΥΡΓΟΥ ΕΣΩΤΕΡΙΚΩΝ ΔΙΑ ΤΗΝ ΑΠΑΓΟΡΕΥΣΙΝ ΤΟΥ ΣΥΛΛΑΛΗΤΗΡΙΟΥ ΑΘΗΝΑΙ, 4.— Ὁ ὑπουργὸς Ἐσωτερικῶν κ. Μακρῆς, διὰ ἀνακοινώσεώς του πρὸς τὸν Τύπον, προσπαθεῖ νὰ δικαιολογήσῃ τὴν ἀπαγόρευσιν τοῦ συλλαλητηρίου τὸ ὁποῖον εἶχε προκηρυχθῆ διὰ τὴν Κυριακήν. Ἰσχυρίζεται ὅτι ἡ ἀπαγόρευσις ἐπεβλήθη πρὸς διατήρησιν τῆς δημοσίας τάξεως. Ἡ ἀντιπολίτευσις χαρακτηρίζει τὴν ἀπόφασιν ὡς ἀντιδημοκρατικήν καὶ ἀντισυνταγματικήν, διότι στερεῖ ἀπὸ τοὺς πολίτας τὸ δικαίωμα τῆς συναθροίσεως. Η ΝΕΑ ΑΓΡΟΤΙΚΗ ΚΙΝΗΣΙΣ Οἱ ἀγρόται τῆς χώρας ἀναπτύσσουν νέαν κίνησιν διὰ τὴν ἐξασφάλισιν καλυτέρων τιμῶν διὰ τὰ προϊόντα των. Εἰς πολλὰς περιοχὰς συνεκλήθησαν συνελεύσεις καὶ ἐξελέγησαν ἐπιτροπαὶ αἱ ὁποῖαι θὰ μεταβοῦν εἰς Ἀθήνας. <box>8 739 468 894</box>
interior-headline-2: ΔΙΑ ΤΗΝ ΑΠΑΓΟΡΕΥΣΙΝ ΤΟΥ ΣΥΛΛΑΛΗΤΗΡΙΟΥ <box>74 757 402 779</box>
aid-body: ΑΘΗΝΑΙ, 4.— Ἐγνώσθη ὅτι ἡ ἀμερικανικὴ βοήθεια διὰ τὸ οἰκονομικὸν ἔτος 1959-60 καθωρίσθη εἰς 25.000.000 δολλαρίων. Ἡ κυβέρνησις ὅμως ἐζήτησε τὴν αὔξησιν τοῦ ποσοῦ, ἐπικαλεσθεῖσα τὴν ἀδυναμίαν τοῦ προϋπολογισμοῦ νὰ ἀνταποκριθῇ εἰς τὰς αὐξημένας δαπάνας διὰ τὴν ἄμυναν τῆς χώρας. <box>242 362 468 439</box>
santiktsi-sub3: ΘΑ ΓΙΝΗ ΕΚΤΑΦΗ <box>1019 239 1121 251</box>
film-head-1: «ΡΩΣΣΙΚΟΝ ΕΝΘΥΜΙΟΝ» <box>1395 696 1537 707</box>
west-article: ΟΙ ΤΡΕΙΣ ΔΥΤΙΚΟΙ, ΚΑΤΑ ΤΟΝ κ. Α·Ι·ΖΕΝΧΑΟΥΕΡ ΔΕΝ ΠΡΕΠΕΙ ΝΑ ΣΠΕΥΣΟΥΝ ΑΠΡΟΕΤΟΙΜΑΣΤΟΙ ΕΙΣ ΤΗΝ ΔΙΑΣΚΕΨΙΝ ΕΠΙ ΑΝΩΤΑΤΟΥ ΕΠΙΠΕΔΟΥ ΟΦΕΙΛΟΥΝ ΝΑ ΣΥΝΤΟΝΙΣΟΥΝ ΤΑ ΣΧΕΔΙΑ ΤΩΝ ΟΥΑΣΙΓΚΤΩΝ, 4. (Ἀσσ. Πρὲς).— Ὁ πρόεδρος Ἀϊζενχάουερ ἐδήλωσε χθὲς εἰς δημοσιογράφους ὅτι αἱ τρεῖς δυτικαὶ δυνάμεις δὲν πρέπει νὰ σπεύσουν ἀπροετοίμαστοι εἰς τὴν διάσκεψιν ἐπὶ ἀνωτάτου ἐπιπέδου μετὰ τῆς Σοβιετικῆς Ἑνώσεως. Ὀφείλουν, εἶπε, νὰ συντονίσουν προηγουμένως τὰ σχέδιά των καὶ νὰ καταλήξουν εἰς κοινὴν γραμμὴν ὡς πρὸς τὰ προβλήματα τῆς Εὐρώπης καὶ τοῦ ἀφοπλισμοῦ. Ὁ πρόεδρος ἀνέφερεν ὅτι αἱ συνομιλίαι μετὰ τῶν συμμάχων θὰ διεξαχθοῦν κατὰ τὰς προσεχεῖς ἑβδομάδας, καὶ ὅτι ἡ Οὐάσιγκτων ἐπιθυμεῖ τὴν πλήρη συνεννόησιν μετὰ τοῦ Λονδίνου καὶ τῶν Παρισίων πρὶν ἀπὸ οἱανδήποτε συνάντησιν. Ἐτόνισε τέλος ὅτι ἡ δυτικὴ ἑνότης ἀποτελεῖ τὴν καλυτέραν ἐγγύησιν διὰ τὴν εἰρήνην. <box>8 547 468 725</box>
election-row <box>1176 878 1558 910</box>
tech-head-1: Η ΤΟΠΟΘΕΤΗΣΙΣ <box>573 279 667 294</box>
santiktsi-headline-4: ΠΙΘΑΝΩΣ ΝΑ ΔΙΑΤΑΧΘΗ ΣΗΜΕΡΟΝ ΕΚΤΑΦΗ <box>813 123 1127 145</box>
column-rule <box>470 6 471 2335</box>
election-party-3: Κ. Κ. ΙΣΡΑΗΛ <box>1176 910 1346 944</box>
visit-article: ΕΝΝΕΑ ΧΩΡΑΣ ΘΑ ΕΠΙΣΚΕΦΘΗ Ο κ. Α·Ι·ΖΕΝΧΑΟΥΕΡ ΣΥΝΕΧΕΙΑ ἐκ τῆς πρώτης. Ὁ πρόεδρος Ἀϊζενχάουερ θὰ ἐπισκεφθῇ κατὰ τὸ ταξίδιόν του ἐννέα χώρας, μεταξὺ τῶν ὁποίων ἡ Ἰταλία, ἡ Τουρκία, τὸ Πακιστάν, τὸ Ἀφγανιστάν, ἡ Ἰνδία, τὸ Ἰράν, ἡ Ἑλλάς καὶ ἡ Γαλλία. Ἡ ἐπίσκεψις εἰς Ἀθήνας θὰ διαρκέσῃ μίαν ἡμέραν. Ὁ πρόεδρος θὰ ἔχῃ συνομιλίας μετὰ τῶν ἡγετῶν ἑκάστης χώρας ἐπὶ θεμάτων κοινοῦ ἐνδιαφέροντος. Τὸ πρόγραμμα τῆς ἐπισκέψεως θὰ ἀνακοινωθῇ προσεχῶς ὑπὸ τοῦ Λευκοῦ Οἴκου. <box>8 907 468 998</box>
vote-body-a: ΑΘΗΝΑΙ, 4.— Ἡ ἐπὶ τῆς Ἐθνικῆς Ἀμύνης ἐπιτροπὴ τῆς Βουλῆς συνῆλθε καὶ ἐψήφισε μὲ ὡρισμένας τροποποιήσεις καὶ τὰ ὑπόλοιπα ἄρθρα τοῦ σχεδίου νομοθετικοῦ διατάγματος περὶ ἱεραρχίας καὶ προαγωγῶν τῶν ἀξιωματικῶν. Κατὰ τὴν συζήτησιν ἐπεκρίθη ἡ διάταξις περὶ τῶν παραμενόντων. <box>774 561 966 649</box>
column-rule <box>770 6 771 2335</box>
dollar-subhead: «Μέτρον ἐσχάτης ἀνάγκης» <box>1272 260 1462 274</box>
tax-subhead: Ο ΥΠΟΥΡΓΟΣ ΟΙΚΟΝΟΜΙΚΩΝ ΤΟ ΔΙΑΨΕΥΔΕΙ <box>84 1134 392 1188</box>
vote-minor3: Η ΚΑΤΑΣΚΟΠΕΙΑ <box>1021 564 1119 575</box>
derbi-headline-1: Ο κ. ΔΕΡΒΗΣ ΔΙΑΨΕΥΔΕΙ ΤΑΣ ΠΛΗΡΟΦΟΡΙΑΣ <box>1243 548 1492 565</box>
tour-headline-box <box>1174 392 1560 452</box>
ika-head-2: Ο ΑΜΕΡΙΚΑΝΟΣ <box>575 172 665 187</box>
column-rule <box>1170 6 1171 2335</box>
arrest-head-1: ΤΟΝ ΕΞΕΛΑΒΕΝ <box>574 584 666 599</box>
govt-body: ΑΘΗΝΑΙ, 4.— Ἀνεγράφη ὅτι εἰς τοὺς πολιτικοὺς κύκλους συζητεῖται εὐρέως ἡ δυνατότης σχηματισμοῦ ἐντὸς τοῦ 1959 μιᾶς μεταβατικῆς κυβερνήσεως, ἡ ὁποία θὰ διεξαγάγῃ τὰς ἐκλογάς. Ὡς πιθανοὶ πρωθυπουργοὶ ἀναφέρονται διάφορα πρόσωπα ἐκτὸς τῶν κομμάτων. <box>1174 139 1560 183</box>
tour-body: ΑΘΗΝΑΙ, 4.— Κατὰ τὸ ἔτος 1960 ἡ Περιηγητικὴ Λέσχη θὰ διοργανώσῃ ἐσωτερικὰς τουριστικὰς ἐκδηλώσεις εἰς ὁλόκληρον τὴν χώραν. Τὸ πρόγραμμα περιλαμβάνει ἐκδρομάς, φεστιβὰλ καὶ λαϊκὰς ἑορτάς, διὰ τὴν ἀνάπτυξιν τοῦ ἐσωτερικοῦ τουρισμοῦ. <box>1174 457 1363 534</box>
ika-body: ΑΘΗΝΑΙ, 4.— Ὁ ἀφιχθεὶς εἰς Ἀθήνας ἀμερικανὸς ὑφυπουργὸς Ἐργασίας ἐπεσκέφθη τὸ Ἵδρυμα Κοινωνικῶν Ἀσφαλίσεων ὅπου ἐνημερώθη ἐπὶ τῆς λειτουργίας τοῦ ἱδρύματος καὶ τῶν παρεχομένων παροχῶν πρὸς τοὺς ἠσφαλισμένους. <box>473 202 767 246</box>
arrest-head-2: ΤΟΥ ΑΓΡΟΚΟΥΡΙΟΥ <box>565 597 675 611</box>
visit-body: ΣΥΝΕΧΕΙΑ ἐκ τῆς πρώτης. Ὁ πρόεδρος Ἀϊζενχάουερ θὰ ἐπισκεφθῇ κατὰ τὸ ταξίδιόν του ἐννέα χώρας, μεταξὺ τῶν ὁποίων ἡ Ἰταλία, ἡ Τουρκία, τὸ Πακιστάν, τὸ Ἀφγανιστάν, ἡ Ἰνδία, τὸ Ἰράν, ἡ Ἑλλάς καὶ ἡ Γαλλία. Ἡ ἐπίσκεψις εἰς Ἀθήνας θὰ διαρκέσῃ μίαν ἡμέραν. <box>8 932 234 998</box>
crisis-head-1: ΟΙΚΟΝΟΜΙΚΗ ΚΡΙΣΙΣ <box>563 486 678 501</box>
crisis-head-3: ΤΗΝ ΑΛΕΞΑΝΔΡΟΥΠΟΛΗΝ <box>546 512 695 526</box>
comm-head-2: ΕΙΣ ΤΟΝ ΠΕΙΡΑΙΑ <box>573 792 667 806</box>
meeting-head-4: ΠΡΟΓΡΑΜΜΑΤΟΣ <box>571 43 669 58</box>
vote-body-c: ΤΟΥΜΠΑΣ: Διὰ τὸ ἄρθρον 39 καταθέτω τροπολογίαν ὥστε οἱ ἀξιωματικοὶ οἱ ὁποῖοι ἔχουν συμπληρώσει τὸν χρόνον νὰ προάγωνται κατ' ἀρχαιότητα. ΘΕΜΕΛΗΣ: Ἡ τροπολογία γίνεται ἀποδεκτή. <box>974 579 1166 634</box>
drug-body: ΑΘΗΝΑΙ, 4.— Ἐγένετο ἤδη γνωστόν, ὅτι εἰς τὸ ὑπουργεῖον Ἐμπορίου ἐξετάζεται αἴτησις τῶν ἐγχωρίων βιομηχανιῶν φαρμάκων περὶ ἀναπροσαρμογῆς τῶν τιμῶν τῶν προϊόντων των, λόγῳ τῆς αὐξήσεως τοῦ κόστους τῶν πρώτων ὑλῶν. Αἱ βιομηχανίαι ζητοῦν αὔξησιν κατὰ 8 ἕως 12 τοῖς ἑκατόν. <box>8 412 234 489</box>
dollar-headline-2: ΠΟΛΥΣ ΛΟΓΟΣ ΑΠΟ ΗΜΕΡΩΝ <box>1263 216 1471 237</box>
meeting-head-2: ΕΠΙ ΤΗΣ ΕΦΑΡΜΟΓΗΣ <box>560 18 681 32</box>
derbi-sub4: ΤΟΝ ΧΡΥΣΟΥΝ ΕΚΠΤΑΤΩΝ <box>1193 746 1345 757</box>
meeting-body: ΑΘΗΝΑΙ, 4.— Ὁ πρωθυπουργὸς κ. Καραμανλῆς μετέβη τὴν 11ην π.μ. εἰς τὸ ὑπουργεῖον Γεωργίας ὅπου συνεκλήθη σύσκεψις ὑπὸ τὴν προεδρίαν του ἐπὶ τῆς ἐφαρμογῆς τοῦ γεωργικοῦ προγράμματος. Εἰς τὴν σύσκεψιν μετέσχον οἱ ὑπουργοὶ Συντονισμοῦ, Οἰκονομικῶν καὶ Γεωργίας. <box>473 60 767 115</box>
santiktsi-article: Η ΟΙΚΟΓΕΝΕΙΑ ΤΟΥ ΣΑΝΤΙΚΤΣΗ ΥΠΟΣΤΗΡΙΖΕΙ ΟΤΙ Ο ΦΟΝΕΥΘΕΙΣ ΔΕΝ ΗΤΟ ΛΑΘΡΕΠΙΒΑΤΗΣ ΠΩΣ ΕΔΗΜΙΟΥΡΓΗΘΗ ΘΕΜΑ ΜΕ ΤΟ 18ΟΝ ΠΤΩΜΑ ΠΙΘΑΝΩΣ ΝΑ ΔΙΑΤΑΧΘΗ ΣΗΜΕΡΟΝ ΕΚΤΑΦΗ ΣΥΝΕΧΕΙΑ ἐκ τῆς 1ης σελίδος Ἡ οἰκογένεια τοῦ Σαντικτσῆ ὑποστηρίζει ὅτι ὁ φονευθεὶς δὲν ἦτο λαθρεπιβάτης, ἀλλὰ ἐταξίδευε νομίμως μὲ εἰσιτήριον τὸ ὁποῖον εἶχεν ἀγοράσει ἀπὸ πρακτορεῖον τῆς πόλεως. Οἱ συγγενεῖς του ζητοῦν τὴν διεξαγωγὴν πλήρους ἀνακρίσεως. Ἡ ἀστυνομία ἐξετάζει τὰ στοιχεῖα τὰ ὁποῖα προσεκόμισαν οἱ συγγενεῖς. Κατὰ πληροφορίας τὸ εἰσιτήριον εὑρέθη μεταξὺ τῶν ἐγγράφων τοῦ πλοίου, πρᾶγμα τὸ ὁποῖον ἐνισχύει τὸν ἰσχυρισμὸν τῆς οἰκογενείας. ΖΗΤΗΣΙΣ ΜΕ ΤΟ 18ΟΝ ΠΤΩΜΑ Κατὰ τὴν ἀρχικὴν καταμέτρησιν εὑρέθησαν 17 πτώματα, ἀλλὰ ἀργότερα ἀνεκοινώθη ὅτι ὑπῆρχε καὶ 18ον, τὸ ὁποῖον δὲν εἶχε ἀναγνωρισθῆ. ΔΕΝ ΗΤΟ ΛΑΘΡΕΠΙΒΑΤΗΣ Τὸ θέμα τοῦ 18ου πτώματος ἐδημιουργήθη ὅταν κατὰ τὴν καταμέτρησιν τῶν θυμάτων διεπιστώθη ἀσυμφωνία μεταξὺ τῶν καταλόγων. Πιθανῶς νὰ διαταχθῇ σήμερον ἐκταφὴ πρὸς ἐξακρίβωσιν τῆς ταυτότητος. ΘΑ ΓΙΝΗ ΕΚΤΑΦΗ Ὁ ἀνακριτὴς θὰ ἀποφασίσῃ σήμερον ἐπὶ τῆς αἰτήσεως τῶν συγγενῶν διὰ τὴν ἐκταφὴν τοῦ πτώματος καὶ τὴν διενέργειαν ἰατροδικαστικῆς ἐξετάσεως. Ο. ΚΟΝΙΔΑΚΗΣ <box>774 6 1166 366</box>
santiktsi-signature: Ο. ΚΟΝΙΔΑΚΗΣ <box>1089 301 1166 312</box>
dollar-headline-3: ΠΕΡΙ ΥΠΟΤΙΜΗΣΕΩΣ ΤΟΥ ΔΟΛΛΑΡΙΟΥ <box>1233 235 1501 257</box>
aid-headline-2: ΑΛΛ' Η ΚΥΒΕΡΝΗΣΙΣ ΕΖΗΤΗΣΕ ΤΗΝ ΑΥΞΗΣΙΝ ΤΗΣ <box>64 289 413 311</box>
derbi-sub1: ΤΟ ΑΚΕΛ ΖΗΤΕΙ ΑΝΑΒΟΛΗΝ <box>1385 603 1546 614</box>
dollar-body: ΟΥΑΣΙΓΚΤΩΝ, 4. (Ἀσσ. Πρὲς).— Οἱ ἐπίσημοι οἰκονομικοὶ κύκλοι θὰ ἐπιθυμοῦν νὰ ἐξαλείψουν τὴν ἐλλειμματικὴν ἀνάπτυξιν τῆς οἰκονομίας χωρὶς νὰ καταφύγουν εἰς τὴν ὑποτίμησιν τοῦ δολλαρίου. Ἀπὸ τοῦ 1959 τὸ ἔλλειμμα τοῦ ἰσοζυγίου πληρωμῶν ἀνῆλθεν εἰς 3,3 δισεκατομμύρια δολλάρια. Ἡ ὑποτίμησις θεωρεῖται μέτρον ἐσχάτης ἀνάγκης. <box>1174 277 1363 377</box>
santiktsi-headline-1: Η ΟΙΚΟΓΕΝΕΙΑ ΤΟΥ ΣΑΝΤΙΚΤΣΗ ΥΠΟΣΤΗΡΙΖΕΙ <box>858 6 1083 45</box>
west-subhead: ΟΦΕΙΛΟΥΝ ΝΑ ΣΥΝΤΟΝΙΣΟΥΝ ΤΑ ΣΧΕΔΙΑ ΤΩΝ <box>111 616 366 634</box>
zogia-headline-2: ΝΕΑΣ ΠΡΟΤΑΣΕΙΣ <box>134 35 342 71</box>
arrest-body: ΔΡΑΜΑ, 4.— Ἀπόψε ἐξελήφθη ὑπὸ τῆς χωροφυλακῆς εἷς ἐκ τῶν ἀγροφυλάκων τῆς περιοχῆς, κατηγορούμενος διὰ διάφορα ἀδικήματα. <box>473 626 767 659</box>
units-head-1: Ο ΔΙΑΓΩΝΙΣΜΟΣ <box>574 400 666 415</box>
ika-head-1: ΕΠΙΣΚΕΦΘΗ ΤΟ ΙΚΑ <box>564 160 676 174</box>
farm-subhead: Η ΝΕΑ ΑΓΡΟΤΙΚΗ ΚΙΝΗΣΙΣ <box>278 787 432 799</box>
santiktsi-cont: ΣΥΝΕΧΕΙΑ ἐκ τῆς 1ης σελίδος <box>786 154 955 166</box>
port-head: ΠΡΟΑΓΩΓΑΙ ΛΙΜΕΝΙΚΩΝ <box>553 842 688 856</box>
vote-minor2: ΟΡΙΟΝ ΗΛΙΚΙΑΣ <box>824 802 916 813</box>
court-head-1: ΚΑΤΕΔΙΚΑΣΘΗ <box>578 670 662 685</box>
election-party-2: «ΧΕΡΟΥΤ» <box>1176 878 1320 911</box>
election-pct-2: 13,40% <box>1464 878 1558 911</box>
russia-head-4: ΕΙΣ ΘΙΒΕΤ <box>1039 918 1096 933</box>
interior-headline-1: ΟΙ ΙΣΧΥΡΙΣΜΟΙ ΤΟΥ ΥΠΟΥΡΓΟΥ ΕΣΩΤΕΡΙΚΩΝ <box>78 739 398 760</box>
funeral-head: ΚΗΔΕΙΑΙ <box>591 894 650 911</box>
tax-headline-2: ΕΠΙΒΟΛΗΝ ΝΕΩΝ ΦΟΡΩΝ 400.000.000 ΔΡΑΧ.; <box>60 1069 416 1124</box>
drug-head-2: ΤΩΝ ΦΑΡΜΑΚΩΝ <box>73 381 170 393</box>
russia-body: ΝΤΑΡΤΖΗΛΙΝΓΚ, Ἰνδία, 4 (Ἀσσ. Πρὲς).— Κατὰ πληροφορίας φθασάσας ἐκ Θιβὲτ οἱ Ρῶσσοι ἑτοιμάζουν βάσεις ἐκτοξεύσεως κατευθυνομένων βλημάτων εἰς τὴν περιοχήν. Αἱ βάσεις εὑρίσκονται εἰς ἀπομεμακρυσμένας περιοχὰς τῆς χώρας. <box>974 935 1160 1001</box>
aid-headline-box <box>8 265 468 357</box>
vote-headline-box <box>774 380 1166 512</box>
meeting-head-1: ΣΥΣΚΕΨΙΣ ΕΙΣ ΑΘΗΝΑΣ <box>556 6 685 19</box>
election-pct-3: 2,80% <box>1479 910 1558 944</box>
west-body: ΟΥΑΣΙΓΚΤΩΝ, 4. (Ἀσσ. Πρὲς).— Ὁ πρόεδρος Ἀϊζενχάουερ ἐδήλωσε χθὲς εἰς δημοσιογράφους ὅτι αἱ τρεῖς δυτικαὶ δυνάμεις δὲν πρέπει νὰ σπεύσουν ἀπροετοίμαστοι εἰς τὴν διάσκεψιν ἐπὶ ἀνωτάτου ἐπιπέδου μετὰ τῆς Σοβιετικῆς Ἑνώσεως. Ὀφείλουν, εἶπε, νὰ συντονίσουν προηγουμένως τὰ σχέδιά των καὶ νὰ καταλήξουν εἰς κοινὴν γραμμὴν ὡς πρὸς τὰ προβλήματα τῆς Εὐρώπης καὶ τοῦ ἀφοπλισμοῦ. <box>8 637 234 725</box>
election-title: Αἱ ἐκλογαὶ εἰς τὸ Ἰσραήλ : <box>1174 807 1560 835</box>
russia-head-3: ΒΛΗΜΑΤΩΝ <box>1034 905 1101 920</box>
zogia-headline-1: Ο κ. ΖΟΓΙΑ ΔΕΝ ΕΚΟΜΙΣΕ <box>89 6 387 38</box>
russia-box <box>968 875 1166 1008</box>
column-3: Η ΟΙΚΟΓΕΝΕΙΑ ΤΟΥ ΣΑΝΤΙΚΤΣΗ ΥΠΟΣΤΗΡΙΖΕΙ ΟΤΙ Ο ΦΟΝΕΥΘΕΙΣ ΔΕΝ ΗΤΟ ΛΑΘΡΕΠΙΒΑΤΗΣ ΠΩΣ ΕΔΗΜΙΟΥΡΓΗΘΗ ΘΕΜΑ ΜΕ ΤΟ 18ΟΝ ΠΤΩΜΑ ΠΙΘΑΝΩΣ ΝΑ ΔΙΑΤΑΧΘΗ ΣΗΜΕΡΟΝ ΕΚΤΑΦΗ ΣΥΝΕΧΕΙΑ ἐκ τῆς 1ης σελίδος Ἡ οἰκογένεια τοῦ Σαντικτσῆ ὑποστηρίζει ὅτι ὁ φονευθεὶς δὲν ἦτο λαθρεπιβάτης, ἀλλὰ ἐταξίδευε νομίμως μὲ εἰσιτήριον τὸ ὁποῖον εἶχεν ἀγοράσει ἀπὸ πρακτορεῖον τῆς πόλεως. Οἱ συγγενεῖς του ζητοῦν τὴν διεξαγωγὴν πλήρους ἀνακρίσεως. Ἡ ἀστυνομία ἐξετάζει τὰ στοιχεῖα τὰ ὁποῖα προσεκόμισαν οἱ συγγενεῖς. Κατὰ πληροφορίας τὸ εἰσιτήριον εὑρέθη μεταξὺ τῶν ἐγγράφων τοῦ πλοίου, πρᾶγμα τὸ ὁποῖον ἐνισχύει τὸν ἰσχυρισμὸν τῆς οἰκογενείας. ΖΗΤΗΣΙΣ ΜΕ ΤΟ 18ΟΝ ΠΤΩΜΑ Κατὰ τὴν ἀρχικὴν καταμέτρησιν εὑρέθησαν 17 πτώματα, ἀλλὰ ἀργότερα ἀνεκοινώθη ὅτι ὑπῆρχε καὶ 18ον, τὸ ὁποῖον δὲν εἶχε ἀναγνωρισθῆ. ΔΕΝ ΗΤΟ ΛΑΘΡΕΠΙΒΑΤΗΣ Τὸ θέμα τοῦ 18ου πτώματος ἐδημιουργήθη ὅταν κατὰ τὴν καταμέτρησιν τῶν θυμάτων διεπιστώθη ἀσυμφωνία μεταξὺ τῶν καταλόγων. Πιθανῶς νὰ διαταχθῇ σήμερον ἐκταφὴ πρὸς ἐξακρίβωσιν τῆς ταυτότητος. ΘΑ ΓΙΝΗ ΕΚΤΑΦΗ Ὁ ἀνακριτὴς θὰ ἀποφασίσῃ σήμερον ἐπὶ τῆς αἰτήσεως τῶν συγγενῶν διὰ τὴν ἐκταφὴν τοῦ πτώματος καὶ τὴν διενέργειαν ἰατροδικαστικῆς ἐξετάσεως. Ο. ΚΟΝΙΔΑΚΗΣ ΕΨΗΦΙΣΘΗΣΑΝ ΜΕ ΩΡΙΣΜΕΝΑΣ ΤΡΟΠΟΠΟΙΗΣΕΙΣ ΚΑΙ ΤΑ ΥΠΟΛΟΙΠΑ ΑΡΘΡΑ ΤΟΥ ΣΧΕΔΙΟΥ Ν. Δ. ΠΕΡΙ ΙΕΡΑΡΧΙΑΣ ΚΑΙ ΠΡΟΑΓΩΓΩΝ ΑΞΙΩΜΑΤΙΚΩΝ ΕΠΕΚΡΙΘΗ Η ΔΙΑΤΑΞΙΣ ΠΕΡΙ «ΠΑΡΑΜΕΝΟΝΤΩΝ» ΑΘΗΝΑΙ, 4.— Ἡ ἐπὶ τῆς Ἐθνικῆς Ἀμύνης ἐπιτροπὴ τῆς Βουλῆς συνῆλθε καὶ ἐψήφισε μὲ ὡρισμένας τροποποιήσεις καὶ τὰ ὑπόλοιπα ἄρθρα τοῦ σχεδίου νομοθετικοῦ διατάγματος περὶ ἱεραρχίας καὶ προαγωγῶν τῶν ἀξιωματικῶν. Κατὰ τὴν συζήτησιν ἐπεκρίθη ἡ διάταξις περὶ τῶν παραμενόντων. ΟΙ ΠΑΡΑΜΕΝΟΝΤΕΣ Ὁ εἰσηγητὴς τῆς μειοψηφίας ὑπεστήριξεν ὅτι ἡ διάταξις θίγει τὰ δικαιώματα τῶν μονίμων ἀξιωματικῶν. Ὁ ὑπουργὸς ἀπήντησεν ὅτι αἱ ἀνάγκαι τῶν ἐνόπλων δυνάμεων ἐπιβάλλουν τὴν ρύθμισιν. ΟΙ ΠΟΛΕΜΙΚΟΙ ΔΙΑΚΕΚΡΙΜΕΝΟΙ ΛΕΩΝΑΡΔΟΣ: Θὰ ἔπρεπε νὰ ληφθῇ ὑπ' ὄψιν ἡ πολεμικὴ δρᾶσις τῶν ἀξιωματικῶν. ΘΕΜΕΛΗΣ: Ἡ διάταξις περιλαμβάνει καὶ τὴν πρόβλεψιν αὐτήν. Ἀκολούθως ἐψηφίσθη τὸ ἄρθρον. ΟΡΙΟΝ ΗΛΙΚΙΑΣ Διὰ τὸ ὅριον ἡλικίας τῶν ἀξιωματικῶν ἐγένετο εὐρεῖα συζήτησις. Ἀπεφασίσθη νὰ διατηρηθοῦν τὰ ἰσχύοντα ὅρια διὰ τοὺς ἀνωτέρους βαθμούς. Η ΚΑΤΑΣΚΟΠΕΙΑ ΤΟΥΜΠΑΣ: Διὰ τὸ ἄρθρον 39 καταθέτω τροπολογίαν ὥστε οἱ ἀξιωματικοὶ οἱ ὁποῖοι ἔχουν συμπληρώσει τὸν χρόνον νὰ προάγωνται κατ' ἀρχαιότητα. ΘΕΜΕΛΗΣ: Ἡ τροπολογία γίνεται ἀποδεκτή. ΙΑΤΡΙΔΗΣ: Αἱ διατάξεις τοῦ νομοσχεδίου δὲν καλύπτουν τὰς περιπτώσεις τῶν ἀξιωματικῶν οἱ ὁποῖοι ὑπηρέτησαν εἰς εἰδικὰς ὑπηρεσίας. ΘΕΜΕΛΗΣ: Θὰ μελετηθῇ τὸ θέμα κατὰ τὴν κωδικοποίησιν. ΒΟΥΡΔΟΥΜΠΑΣ: Ὁ ὑπουργὸς ἀπεδέχθη τὴν τροπολογίαν καὶ τὸ ἄρθρον ἐψηφίσθη ὡς ἐτροποποιήθη. Ἡ συζήτησις θὰ συνεχισθῇ αὔριον. ΟΙ ΡΩΣΣΟΙ ΕΤΟΙΜΑΖΟΥΝ ΒΑΣΕΙΣ ΕΚΤΟΞΕΥΣΕΩΣ ΒΛΗΜΑΤΩΝ ΕΙΣ ΘΙΒΕΤ ΝΤΑΡΤΖΗΛΙΝΓΚ, Ἰνδία, 4 (Ἀσσ. Πρὲς).— Κατὰ πληροφορίας φθασάσας ἐκ Θιβὲτ οἱ Ρῶσσοι ἑτοιμάζουν βάσεις ἐκτοξεύσεως κατευθυνομένων βλημάτων εἰς τὴν περιοχήν. Αἱ βάσεις εὑρίσκονται εἰς ἀπομεμακρυσμένας περιοχὰς τῆς χώρας. <box>774 6 1166 2335</box>
court-head-3: ΤΟΚΟΝ 109 0/0 <box>579 696 662 710</box>
comm-body: ΑΘΗΝΑΙ, 4.— Ἀπὸ τῆς ἀστυνομίας Πειραιῶς συνελήφθησαν χθὲς ὀκτὼ κομμουνισταὶ κατηγορούμενοι διὰ παράνομον δρᾶσιν. <box>473 809 767 831</box>
tech-head-3: ΕΙΣ ΤΗΝ ΓΑΛΛΙΑΝ <box>572 305 668 319</box>
aid-headline-1: Η ΒΟΗΘΕΙΑ ΚΑΘΟΡΙΣΘΗ ΕΙΣ 25.000.000 ΔΟΛΛΑΡΙΩΝ <box>54 269 422 291</box>
zogia-headline-3: ΔΙΟΤΙ ΙΣΧΥΟΥΝ <box>150 68 326 103</box>
zogia-body-a: ΑΘΗΝΑΙ, 4.— Ὁ εὑρισκόμενος εἰς Ἀθήνας ἀντιπρόεδρος τῆς σοβιετικῆς κυβερνήσεως κ. Ζόγια, δηλῶν κατὰ τὴν διάρκειαν δεξιώσεως τὴν ὁποίαν ἔδωσε πρὸς τιμήν του εἰς τὸ ξενοδοχεῖον «Μεγάλη Βρεταννία» ὁ πρόεδρος τῆς ἐνώσεως βιομηχάνων κ. Τσάτσος, ὅτι δὲν ἐκόμισε νέας προτάσεις, διότι ἰσχύουν αἱ προτάσεις τοῦ Στοΐκα. <box>8 139 234 217</box>
